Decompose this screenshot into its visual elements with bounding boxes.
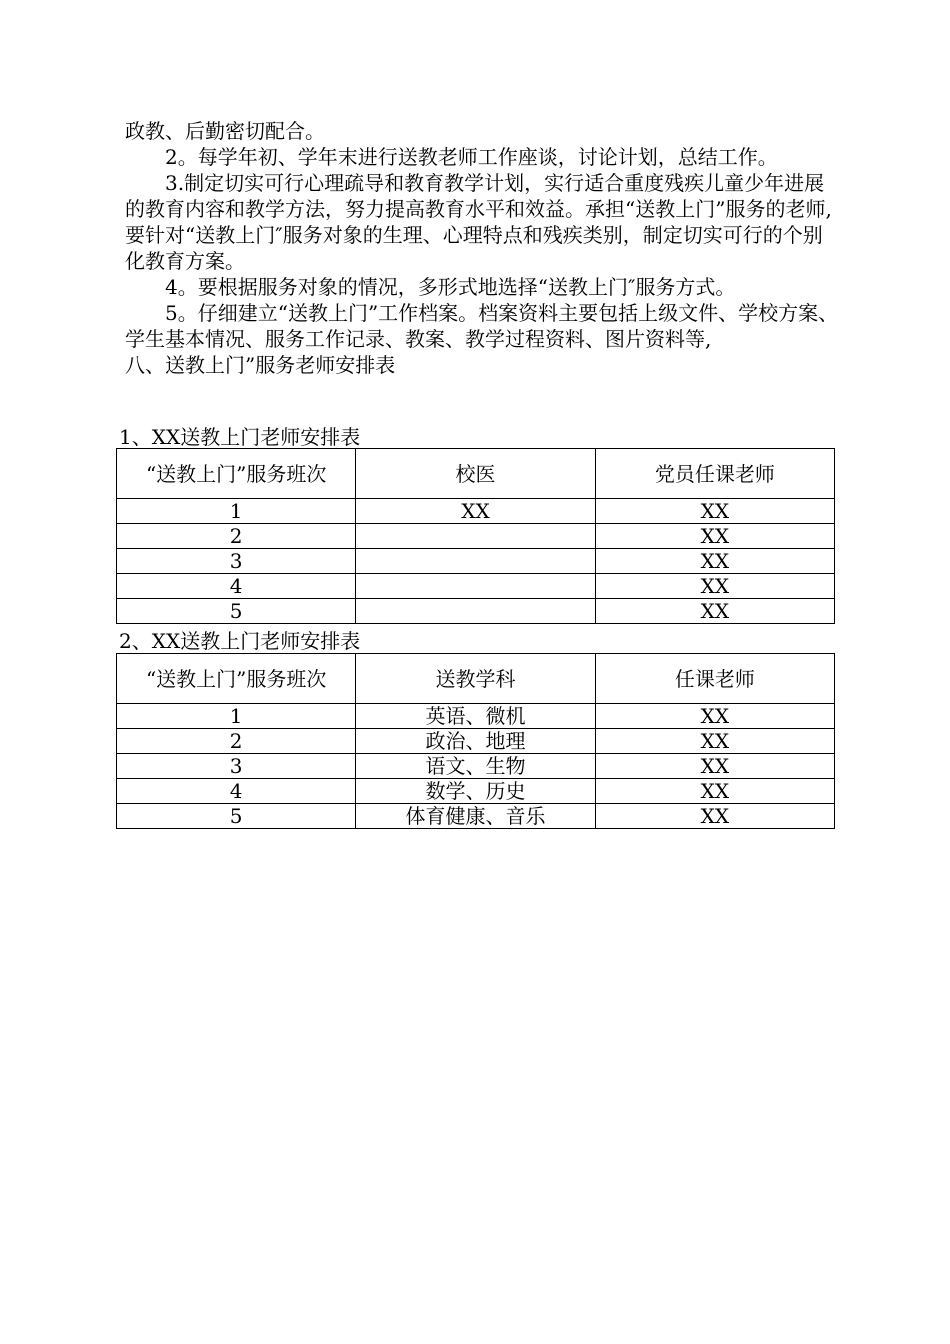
paragraph-3: 3.制定切实可行心理疏导和教育教学计划，实行适合重度残疾儿童少年进展的教育内容和教学方法，努力提高教育水平和效益。承担“送教上门”服务的老师,要针对“送教上门″服务对象的生理、心理特点和残疾类别，制定切实可行的个别化教育方案。 bbox=[125, 171, 832, 273]
cell-teacher: XX bbox=[595, 754, 834, 779]
teacher-schedule-table-2 bbox=[116, 653, 835, 829]
paragraph-2: 2。每学年初、学年末进行送教老师工作座谈，讨论计划，总结工作。 bbox=[165, 145, 778, 169]
header-shift: “送教上门”服务班次 bbox=[117, 449, 356, 499]
cell-doctor bbox=[356, 599, 595, 624]
table-row bbox=[117, 779, 835, 804]
table-row bbox=[117, 599, 835, 624]
table-row bbox=[117, 574, 835, 599]
table-row bbox=[117, 754, 835, 779]
cell-subject: 政治、地理 bbox=[356, 729, 595, 754]
cell-shift: 3 bbox=[117, 754, 356, 779]
table-row bbox=[117, 704, 835, 729]
section-heading: 八、送教上门”服务老师安排表 bbox=[125, 353, 396, 377]
cell-teacher: XX bbox=[595, 524, 834, 549]
cell-teacher: XX bbox=[595, 804, 834, 829]
cell-shift: 2 bbox=[117, 524, 356, 549]
cell-doctor: XX bbox=[356, 499, 595, 524]
cell-subject: 英语、微机 bbox=[356, 704, 595, 729]
table-row bbox=[117, 729, 835, 754]
cell-shift: 1 bbox=[117, 499, 356, 524]
table2-caption: 2、XX送教上门老师安排表 bbox=[119, 629, 361, 653]
cell-teacher: XX bbox=[595, 729, 834, 754]
header-shift: “送教上门”服务班次 bbox=[117, 654, 356, 704]
cell-shift: 3 bbox=[117, 549, 356, 574]
cell-teacher: XX bbox=[595, 499, 834, 524]
cell-subject: 语文、生物 bbox=[356, 754, 595, 779]
cell-shift: 5 bbox=[117, 804, 356, 829]
cell-doctor bbox=[356, 549, 595, 574]
cell-shift: 2 bbox=[117, 729, 356, 754]
body-text bbox=[125, 118, 840, 378]
table-header-row bbox=[117, 654, 835, 704]
table-row bbox=[117, 524, 835, 549]
header-doctor: 校医 bbox=[356, 449, 595, 499]
cell-subject: 数学、历史 bbox=[356, 779, 595, 804]
cell-teacher: XX bbox=[595, 779, 834, 804]
cell-doctor bbox=[356, 524, 595, 549]
cell-shift: 4 bbox=[117, 779, 356, 804]
table-row bbox=[117, 804, 835, 829]
table-row bbox=[117, 499, 835, 524]
table-row bbox=[117, 549, 835, 574]
table1-caption: 1、XX送教上门老师安排表 bbox=[119, 425, 361, 449]
header-teacher: 任课老师 bbox=[595, 654, 834, 704]
cell-teacher: XX bbox=[595, 574, 834, 599]
cell-subject: 体育健康、音乐 bbox=[356, 804, 595, 829]
cell-teacher: XX bbox=[595, 549, 834, 574]
header-subject: 送教学科 bbox=[356, 654, 595, 704]
cell-shift: 4 bbox=[117, 574, 356, 599]
paragraph-5: 5。仔细建立“送教上门”工作档案。档案资料主要包括上级文件、学校方案、学生基本情况、服务工作记录、教案、教学过程资料、图片资料等, bbox=[125, 301, 839, 351]
paragraph-1: 政教、后勤密切配合。 bbox=[125, 119, 325, 143]
cell-shift: 5 bbox=[117, 599, 356, 624]
cell-shift: 1 bbox=[117, 704, 356, 729]
header-party-teacher: 党员任课老师 bbox=[595, 449, 834, 499]
table-header-row bbox=[117, 449, 835, 499]
cell-doctor bbox=[356, 574, 595, 599]
cell-teacher: XX bbox=[595, 599, 834, 624]
cell-teacher: XX bbox=[595, 704, 834, 729]
paragraph-4: 4。要根据服务对象的情况，多形式地选择“送教上门″服务方式。 bbox=[165, 275, 736, 299]
teacher-schedule-table-1 bbox=[116, 448, 835, 624]
